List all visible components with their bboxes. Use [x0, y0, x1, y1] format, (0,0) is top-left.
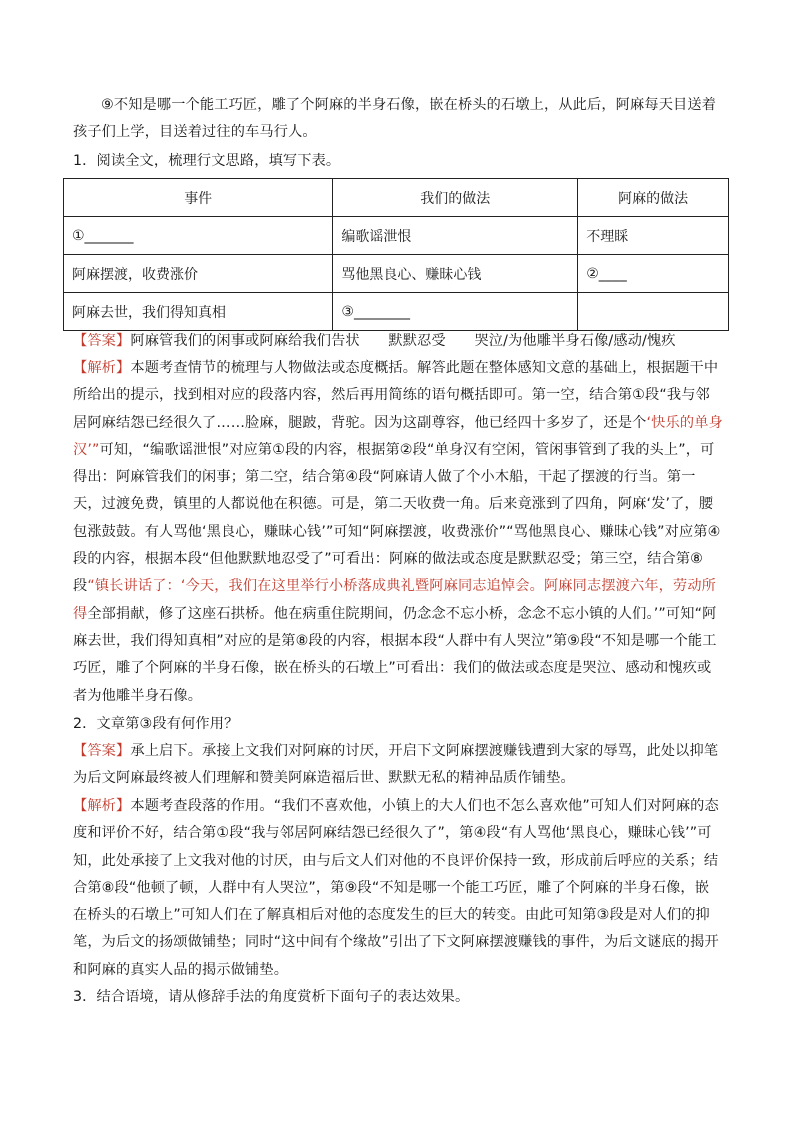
- table-cell: ③________: [333, 293, 578, 331]
- answer-1: [73, 328, 723, 355]
- answer-text: 承上启下。承接上文我们对阿麻的讨厌，开启下文阿麻摆渡赚钱遭到大家的辱骂，此处以抑笔为后文阿麻最终被人们理解和赞美阿麻造福后世、默默无私的精神品质作铺垫。: [73, 743, 719, 787]
- table-cell: 阿麻摆渡，收费涨价: [64, 255, 333, 293]
- answer-tag: 【答案】: [73, 333, 131, 349]
- table-header-row: [64, 179, 729, 217]
- table-row: [64, 255, 729, 293]
- highlighted-quote: “镇长讲话了：‘今天，我们在这里举行小桥落成典礼暨阿麻同志追悼会。阿麻同志摆渡六年，劳动所得: [73, 578, 717, 622]
- table-cell: 编歌谣泄恨: [333, 217, 578, 255]
- table-cell: ②____: [578, 255, 729, 293]
- analysis-tag: 【解析】: [73, 798, 131, 814]
- table-row: [64, 217, 729, 255]
- answer-text: 阿麻管我们的闲事或阿麻给我们告状 默默忍受 哭泣/为他雕半身石像/感动/愧疚: [130, 333, 676, 349]
- highlighted-quote: ‘快乐的单身汉’”: [73, 414, 723, 458]
- analysis-2: [73, 793, 723, 984]
- question-2: 2．文章第③段有何作用？: [73, 716, 239, 732]
- table-cell: ①_______: [64, 217, 333, 255]
- analysis-text: 可知，“编歌谣泄恨”对应第①段的内容，根据第②段“单身汉有空闲，管闲事管到了我的头上”，可得出：阿麻管我们的闲事；第二空，结合第④段“阿麻请人做了个小木船，干起了摆渡的行当。第一天，过渡免费，镇里的人都说他在积德。可是，第二天收费一角。后来竟涨到了四角，阿麻‘发’了，腰包涨鼓鼓。有人骂他‘黑良心，赚昧心钱’”可知“阿麻摆渡，收费涨价”“骂他黑良心、赚昧心钱”对应第④段的内容，根据本段“但他默默地忍受了”可看出：阿麻的做法或态度是默默忍受；第三空，结合第⑧段: [73, 441, 721, 595]
- table-cell: 不理睬: [578, 217, 729, 255]
- plot-table: [63, 178, 729, 331]
- answer-tag: 【答案】: [73, 743, 131, 759]
- table-cell: [578, 293, 729, 331]
- analysis-text: 本题考查情节的梳理与人物做法或态度概括。解答此题在整体感知文意的基础上，根据题干中所给出的提示，找到相对应的段落内容，然后再用简练的语句概括即可。第一空，结合第①段“我与邻居阿麻结怨已经很久了……脸麻，腿跛，背驼。因为这副尊容，他已经四十多岁了，还是个: [73, 360, 719, 431]
- analysis-1: [73, 355, 723, 710]
- analysis-text: 全部捐献，修了这座石拱桥。他在病重住院期间，仍念念不忘小桥，念念不忘小镇的人们。’”可知“阿麻去世，我们得知真相”对应的是第⑧段的内容，根据本段“人群中有人哭泣”第⑨段“不知是哪一个能工巧匠，雕了个阿麻的半身石像，嵌在桥头的石墩上”可看出：我们的做法或态度是哭泣、感动和愧疚或者为他雕半身石像。: [73, 605, 717, 704]
- table-header: 事件: [64, 179, 333, 217]
- analysis-text: 本题考查段落的作用。“我们不喜欢他，小镇上的大人们也不怎么喜欢他”可知人们对阿麻的态度和评价不好，结合第①段“我与邻居阿麻结怨已经很久了”，第④段“有人骂他‘黑良心，赚昧心钱’”可知，此处承接了上文我对他的讨厌，由与后文人们对他的不良评价保持一致，形成前后呼应的关系；结合第⑧段“他顿了顿，人群中有人哭泣”，第⑨段“不知是哪一个能工巧匠，雕了个阿麻的半身石像，嵌在桥头的石墩上”可知人们在了解真相后对他的态度发生的巨大的转变。由此可知第③段是对人们的抑笔，为后文的扬颂做铺垫；同时“这中间有个缘故”引出了下文阿麻摆渡赚钱的事件，为后文谜底的揭开和阿麻的真实人品的揭示做铺垫。: [73, 798, 719, 978]
- table-header: 阿麻的做法: [578, 179, 729, 217]
- question-1: 1．阅读全文，梳理行文思路，填写下表。: [73, 153, 341, 169]
- intro-paragraph: ⑨不知是哪一个能工巧匠，雕了个阿麻的半身石像，嵌在桥头的石墩上，从此后，阿麻每天目送着孩子们上学，目送着过往的车马行人。: [73, 97, 717, 141]
- table-header: 我们的做法: [333, 179, 578, 217]
- table-row: [64, 293, 729, 331]
- table-cell: 阿麻去世，我们得知真相: [64, 293, 333, 331]
- analysis-tag: 【解析】: [73, 360, 131, 376]
- table-cell: 骂他黑良心、赚昧心钱: [333, 255, 578, 293]
- question-3: 3．结合语境，请从修辞手法的角度赏析下面句子的表达效果。: [73, 989, 470, 1005]
- answer-2: [73, 738, 723, 793]
